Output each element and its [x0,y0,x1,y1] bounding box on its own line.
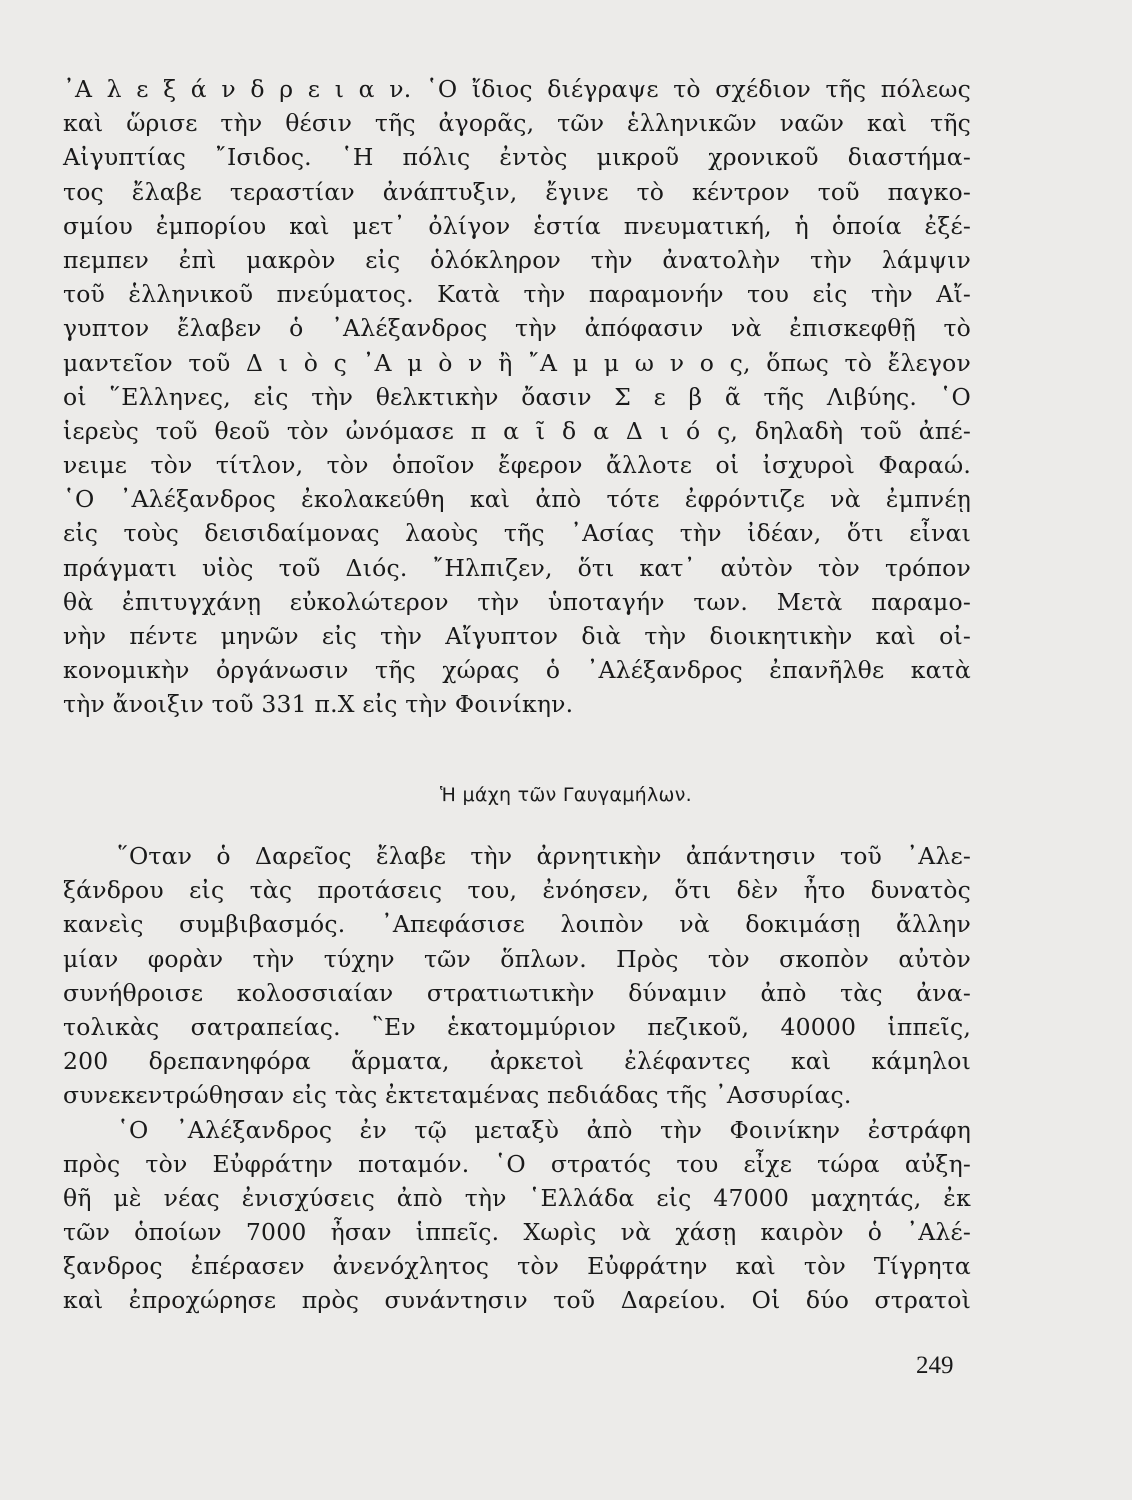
text-line: θῆ μὲ νέας ἐνισχύσεις ἀπὸ τὴν ῾Ελλάδα εἰς 47000 μαχητάς, ἐκ [63,1183,971,1212]
text-line: 200 δρεπανηφόρα ἅρματα, ἀρκετοὶ ἐλέφαντες καὶ κάμηλοι [63,1047,971,1076]
text-line: συνεκεντρώθησαν εἰς τὰς ἐκτεταμένας πεδιάδας τῆς ᾿Ασσυρίας. [63,1081,852,1110]
text-line: πρὸς τὸν Εὐφράτην ποταμόν. ῾Ο στρατός του εἶχε τώρα αὐξη- [63,1149,971,1178]
text-line: κανεὶς συμβιβασμός. ᾿Απεφάσισε λοιπὸν νὰ δοκιμάσῃ ἄλλην [63,910,971,939]
text-line: ᾿Α λ ε ξ ά ν δ ρ ε ι α ν. ῾Ο ἴδιος διέγραψε τὸ σχέδιον τῆς πόλεως [63,75,971,103]
text-line: πράγματι υἱὸς τοῦ Διός. ῎Ηλπιζεν, ὅτι κατ᾿ αὐτὸν τὸν τρόπον [63,553,971,582]
section-heading: Ἡ μάχη τῶν Γαυγαμήλων. [440,784,692,806]
text-line: συνήθροισε κολοσσιαίαν στρατιωτικὴν δύναμιν ἀπὸ τὰς ἀνα- [63,978,971,1007]
text-line: Αἰγυπτίας ῎Ισιδος. ῾Η πόλις ἐντὸς μικροῦ χρονικοῦ διαστήμα- [63,143,971,172]
text-line: τοῦ ἑλληνικοῦ πνεύματος. Κατὰ τὴν παραμονήν του εἰς τὴν Αἴ- [63,280,971,309]
text-line: μίαν φορὰν τὴν τύχην τῶν ὅπλων. Πρὸς τὸν σκοπὸν αὐτὸν [63,944,971,973]
text-line: καὶ ἐπροχώρησε πρὸς συνάντησιν τοῦ Δαρείου. Οἱ δύο στρατοὶ [63,1286,971,1315]
text-line: οἱ ῞Ελληνες, εἰς τὴν θελκτικὴν ὄασιν Σ ε β ᾶ τῆς Λιβύης. ῾Ο [63,382,971,411]
text-line: καὶ ὥρισε τὴν θέσιν τῆς ἀγορᾶς, τῶν ἑλληνικῶν ναῶν καὶ τῆς [63,109,971,138]
text-line: σμίου ἐμπορίου καὶ μετ᾿ ὀλίγον ἑστία πνευματική, ἡ ὁποία ἐξέ- [63,211,971,240]
text-line: εἰς τοὺς δεισιδαίμονας λαοὺς τῆς ᾿Ασίας τὴν ἰδέαν, ὅτι εἶναι [63,519,971,548]
text-line: ῞Οταν ὁ Δαρεῖος ἔλαβε τὴν ἀρνητικὴν ἀπάντησιν τοῦ ᾿Αλε- [117,842,971,870]
text-line: ξάνδρου εἰς τὰς προτάσεις του, ἐνόησεν, ὅτι δὲν ἦτο δυνατὸς [63,876,971,905]
text-line: πεμπεν ἐπὶ μακρὸν εἰς ὁλόκληρον τὴν ἀνατολὴν τὴν λάμψιν [63,245,971,274]
text-line: νειμε τὸν τίτλον, τὸν ὁποῖον ἔφερον ἄλλοτε οἱ ἰσχυροὶ Φαραώ. [63,451,971,480]
page-number: 249 [916,1352,954,1379]
text-line: κονομικὴν ὀργάνωσιν τῆς χώρας ὁ ᾿Αλέξανδρος ἐπανῆλθε κατὰ [63,656,971,685]
text-line: τος ἔλαβε τεραστίαν ἀνάπτυξιν, ἔγινε τὸ κέντρον τοῦ παγκο- [63,177,971,206]
paragraph-alexandria-and-siwa [63,72,971,722]
text-line: ῾Ο ᾿Αλέξανδρος ἐν τῷ μεταξὺ ἀπὸ τὴν Φοινίκην ἐστράφη [117,1115,971,1144]
section-body [63,839,971,1318]
text-line: τὴν ἄνοιξιν τοῦ 331 π.Χ εἰς τὴν Φοινίκην. [63,690,574,719]
text-line: θὰ ἐπιτυγχάνῃ εὐκολώτερον τὴν ὑποταγήν των. Μετὰ παραμο- [63,587,971,616]
text-line: ῾Ο ᾿Αλέξανδρος ἐκολακεύθη καὶ ἀπὸ τότε ἐφρόντιζε νὰ ἐμπνέῃ [63,485,971,514]
text-line: ξανδρος ἐπέρασεν ἀνενόχλητος τὸν Εὐφράτην καὶ τὸν Τίγρητα [63,1252,971,1281]
text-line: γυπτον ἔλαβεν ὁ ᾿Αλέξανδρος τὴν ἀπόφασιν νὰ ἐπισκεφθῇ τὸ [63,314,971,343]
text-line: τολικὰς σατραπείας. ῝Εν ἑκατομμύριον πεζικοῦ, 40000 ἱππεῖς, [63,1012,971,1041]
text-line: τῶν ὁποίων 7000 ἦσαν ἱππεῖς. Χωρὶς νὰ χάσῃ καιρὸν ὁ ᾿Αλέ- [63,1218,971,1247]
text-line: μαντεῖον τοῦ Δ ι ὸ ς ᾿Α μ ὸ ν ἢ ῎Α μ μ ω ν ο ς, ὅπως τὸ ἔλεγον [63,348,971,377]
text-line: νὴν πέντε μηνῶν εἰς τὴν Αἴγυπτον διὰ τὴν διοικητικὴν καὶ οἰ- [63,622,971,650]
text-line: ἱερεὺς τοῦ θεοῦ τὸν ὠνόμασε π α ῖ δ α Δ ι ό ς, δηλαδὴ τοῦ ἀπέ- [63,416,971,445]
